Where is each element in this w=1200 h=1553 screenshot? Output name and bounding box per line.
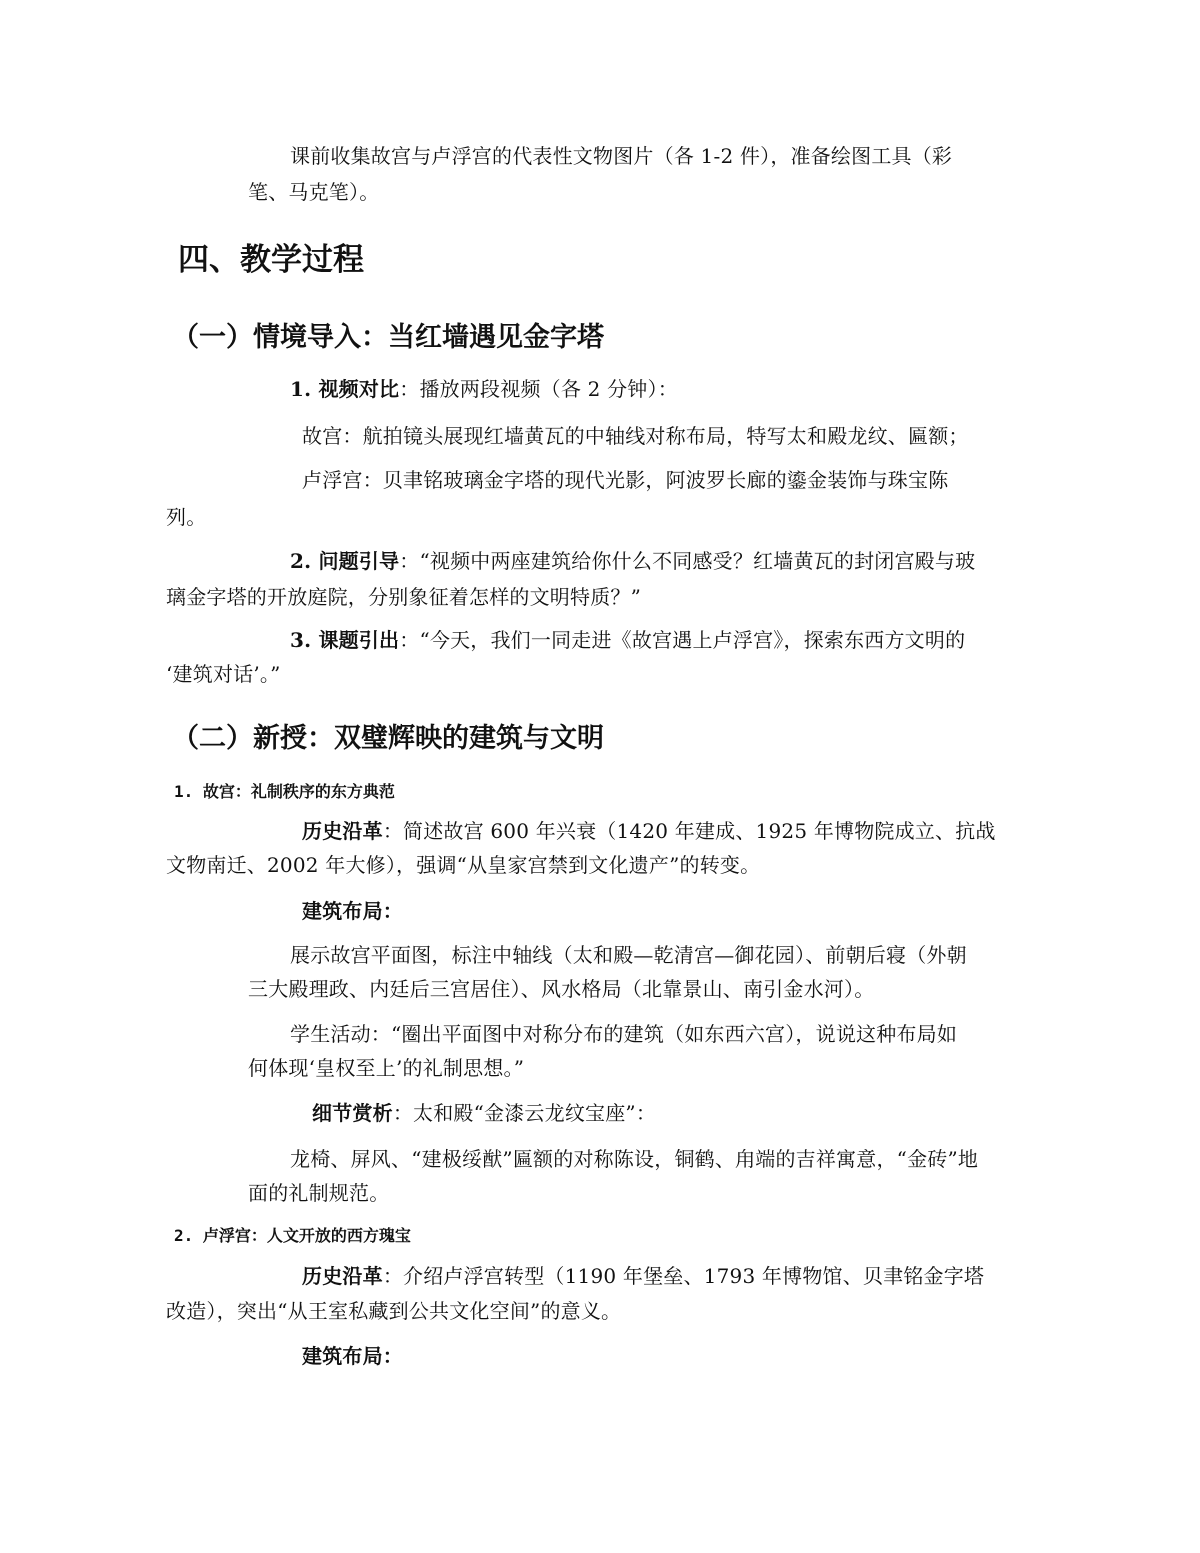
gugong-detail-desc-line-1: 龙椅、屏风、“建极绥猷”匾额的对称陈设，铜鹤、甪端的吉祥寓意，“金砖”地 — [290, 1147, 979, 1171]
item1-text: ：播放两段视频（各 2 分钟）： — [399, 377, 678, 401]
part1-item2-line-1 — [290, 544, 975, 578]
gugong-activity-line-2: 何体现‘皇权至上’的礼制思想。” — [248, 1056, 525, 1080]
louvre-history-line-2: 改造），突出“从王室私藏到公共文化空间”的意义。 — [166, 1299, 622, 1323]
item2-label: 2. 问题引导 — [290, 549, 400, 573]
gugong-video-line: 故宫：航拍镜头展现红墙黄瓦的中轴线对称布局，特写太和殿龙纹、匾额； — [302, 424, 969, 448]
item1-label: 1. 视频对比 — [290, 377, 400, 401]
gugong-layout-label: 建筑布局： — [302, 899, 403, 923]
gugong-detail-label: 细节赏析 — [312, 1101, 393, 1125]
gugong-detail-desc-line-2: 面的礼制规范。 — [248, 1181, 390, 1205]
louvre-history-line-1 — [302, 1259, 984, 1293]
item2-text: ：“视频中两座建筑给你什么不同感受？红墙黄瓦的封闭宫殿与玻 — [399, 549, 976, 573]
part1-title: （一）情境导入：当红墙遇见金字塔 — [172, 322, 604, 353]
gugong-history-text: ：简述故宫 600 年兴衰（1420 年建成、1925 年博物院成立、抗战 — [382, 819, 996, 843]
louvre-history-text: ：介绍卢浮宫转型（1190 年堡垒、1793 年博物馆、贝聿铭金字塔 — [382, 1264, 985, 1288]
gugong-history-line-2: 文物南迁、2002 年大修），强调“从皇家宫禁到文化遗产”的转变。 — [166, 853, 761, 877]
part2-title: （二）新授：双璧辉映的建筑与文明 — [172, 723, 604, 754]
item3-label: 3. 课题引出 — [290, 628, 400, 652]
item3-text: ：“今天，我们一同走进《故宫遇上卢浮宫》，探索东西方文明的 — [399, 628, 966, 652]
gugong-detail-text: ：太和殿“金漆云龙纹宝座”： — [392, 1101, 657, 1125]
section-title-teaching-process: 四、教学过程 — [178, 242, 364, 278]
part1-item2-line-2: 璃金字塔的开放庭院，分别象征着怎样的文明特质？” — [166, 585, 642, 609]
louvre-video-line-1: 卢浮宫：贝聿铭玻璃金字塔的现代光影，阿波罗长廊的鎏金装饰与珠宝陈 — [302, 468, 949, 492]
gugong-history-label: 历史沿革 — [302, 819, 383, 843]
prep-line-2: 笔、马克笔）。 — [248, 180, 380, 204]
louvre-heading: 2. 卢浮宫：人文开放的西方瑰宝 — [174, 1226, 411, 1245]
prep-line-1: 课前收集故宫与卢浮宫的代表性文物图片（各 1-2 件），准备绘图工具（彩 — [290, 144, 953, 168]
part1-item1 — [290, 372, 678, 406]
gugong-activity-line-1: 学生活动：“圈出平面图中对称分布的建筑（如东西六宫），说说这种布局如 — [290, 1022, 958, 1046]
gugong-layout-line-1: 展示故宫平面图，标注中轴线（太和殿—乾清宫—御花园）、前朝后寝（外朝 — [290, 943, 967, 967]
part1-item3-line-2: ‘建筑对话’。” — [166, 662, 281, 686]
louvre-history-label: 历史沿革 — [302, 1264, 383, 1288]
louvre-video-line-2: 列。 — [166, 505, 207, 529]
gugong-detail-line — [312, 1096, 656, 1130]
louvre-layout-label: 建筑布局： — [302, 1344, 403, 1368]
gugong-layout-line-2: 三大殿理政、内廷后三宫居住）、风水格局（北靠景山、南引金水河）。 — [248, 977, 875, 1001]
gugong-history-line-1 — [302, 814, 996, 848]
part1-item3-line-1 — [290, 623, 965, 657]
gugong-heading: 1. 故宫：礼制秩序的东方典范 — [174, 782, 395, 801]
